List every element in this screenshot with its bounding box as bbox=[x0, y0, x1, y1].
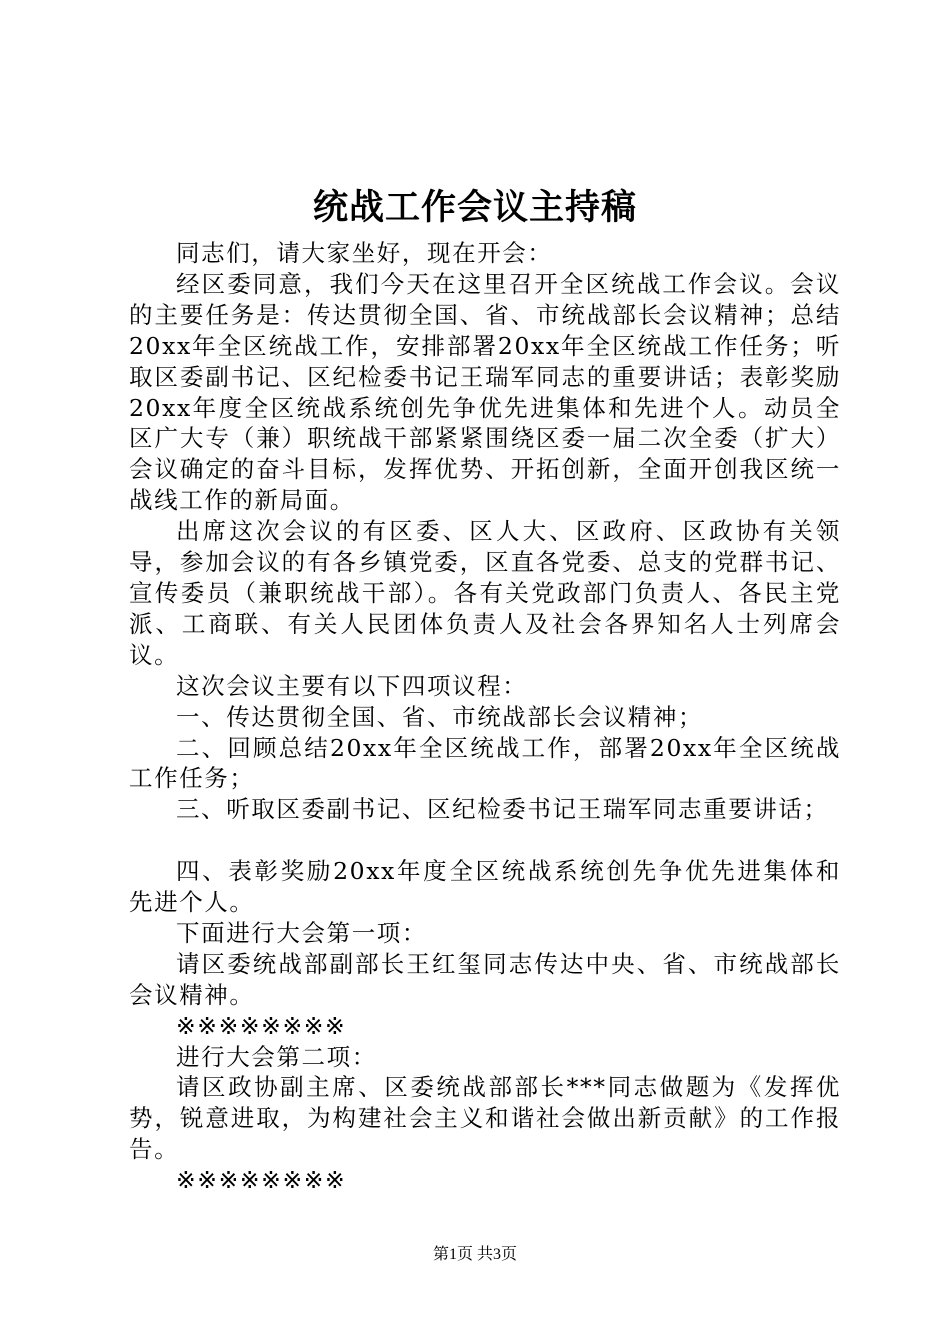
paragraph-second-item-speaker: 请区政协副主席、区委统战部部长***同志做题为《发挥优势，锐意进取，为构建社会主义和谐社会做出新贡献》的工作报告。 bbox=[129, 1073, 841, 1164]
paragraph-first-item-speaker: 请区委统战部副部长王红玺同志传达中央、省、市统战部长会议精神。 bbox=[129, 949, 841, 1009]
paragraph-second-item: 进行大会第二项： bbox=[176, 1042, 377, 1071]
agenda-item-1: 一、传达贯彻全国、省、市统战部长会议精神； bbox=[176, 702, 704, 731]
page-footer: 第1页 共3页 bbox=[432, 1246, 517, 1263]
agenda-item-3: 三、听取区委副书记、区纪检委书记王瑞军同志重要讲话； bbox=[176, 795, 829, 824]
document-title: 统战工作会议主持稿 bbox=[312, 187, 637, 228]
document-body bbox=[129, 238, 841, 1196]
paragraph-first-item: 下面进行大会第一项： bbox=[176, 918, 427, 947]
agenda-item-2: 二、回顾总结20xx年全区统战工作，部署20xx年全区统战工作任务； bbox=[129, 733, 841, 793]
separator-marks: ※※※※※※※※ bbox=[176, 1011, 347, 1040]
paragraph-opening: 同志们，请大家坐好，现在开会： bbox=[176, 239, 553, 267]
separator-marks: ※※※※※※※※ bbox=[176, 1166, 347, 1195]
paragraph-attendees: 出席这次会议的有区委、区人大、区政府、区政协有关领导，参加会议的有各乡镇党委，区直各党委、总支的党群书记、宣传委员（兼职统战干部）。各有关党政部门负责人、各民主党派、工商联、有关人民团体负责人及社会各界知名人士列席会议。 bbox=[129, 517, 841, 669]
paragraph-meeting-purpose: 经区委同意，我们今天在这里召开全区统战工作会议。会议的主要任务是：传达贯彻全国、省、市统战部长会议精神；总结20xx年全区统战工作，安排部署20xx年全区统战工作任务；听取区委副书记、区纪检委书记王瑞军同志的重要讲话；表彰奖励20xx年度全区统战系统创先争优先进集体和先进个人。动员全区广大专（兼）职统战干部紧紧围绕区委一届二次全委（扩大）会议确定的奋斗目标，发挥优势、开拓创新，全面开创我区统一战线工作的新局面。 bbox=[129, 269, 841, 515]
agenda-item-4: 四、表彰奖励20xx年度全区统战系统创先争优先进集体和先进个人。 bbox=[129, 857, 841, 917]
blank-line bbox=[129, 825, 841, 856]
paragraph-agenda-intro: 这次会议主要有以下四项议程： bbox=[176, 671, 528, 700]
